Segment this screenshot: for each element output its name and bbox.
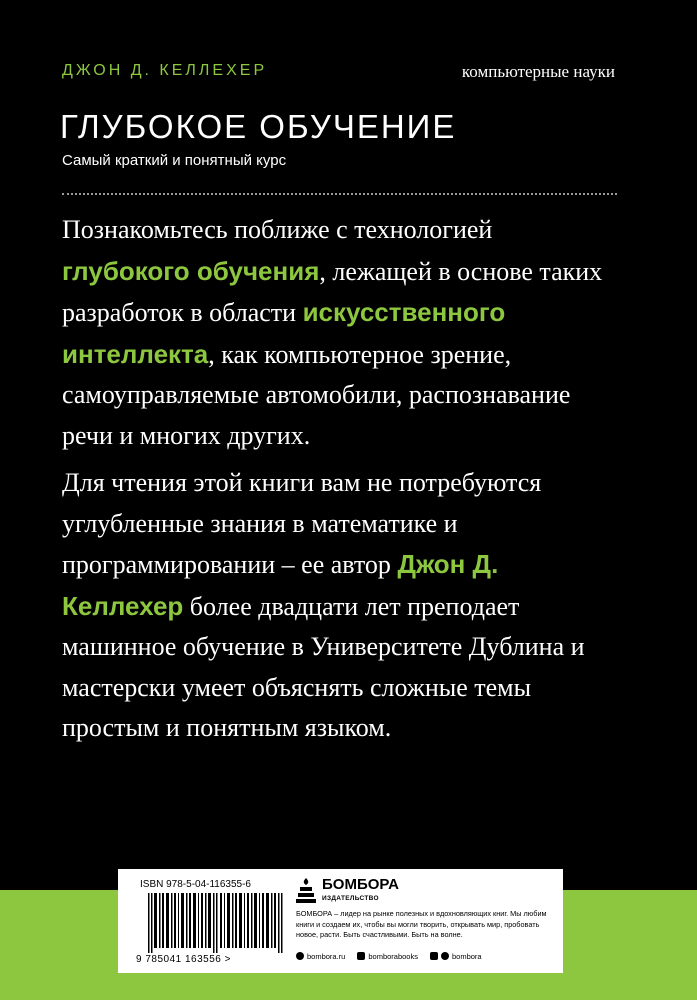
youtube-icon: [430, 952, 438, 960]
social-vk[interactable]: bomborabooks: [357, 952, 418, 961]
barcode-label: [118, 869, 563, 973]
social-website[interactable]: bombora.ru: [296, 952, 345, 961]
highlight-author: Джон Д. Келлехер: [62, 549, 499, 621]
social-links: [296, 949, 558, 963]
bombora-logo-icon: [296, 877, 316, 903]
highlight-ai: искусственного интеллекта: [62, 297, 506, 369]
book-subtitle: Самый краткий и понятный курс: [62, 152, 287, 169]
publisher-name: БОМБОРА: [322, 876, 399, 893]
globe-icon: [296, 952, 304, 960]
publisher-description: БОМБОРА – лидер на рынке полезных и вдохновляющих книг. Мы любим книги и создаем их, чтобы вы могли творить, открывать мир, пробовать новое, расти. Быть счастливыми. Быть на волне.: [296, 909, 547, 939]
telegram-icon: [441, 952, 449, 960]
barcode-digits: 9 785041 163556 >: [136, 954, 231, 965]
highlight-deep-learning: глубокого обучения: [62, 255, 320, 286]
category-label: компьютерные науки: [461, 62, 615, 81]
book-title: ГЛУБОКОЕ ОБУЧЕНИЕ: [60, 108, 457, 145]
isbn-text: ISBN 978-5-04-116355-6: [140, 879, 251, 890]
description-paragraph-2: Для чтения этой книги вам не потребуются углубленные знания в математике и программировании – ее автор Джон Д. Келлехер более двадцати лет преподает машинное обучение в Университете Дублина и мастерски умеет объяснять сложные темы простым и понятным языком.: [62, 468, 585, 742]
dotted-divider: [62, 193, 617, 195]
social-youtube-telegram[interactable]: bombora: [430, 952, 482, 961]
author-name: ДЖОН Д. КЕЛЛЕХЕР: [62, 62, 268, 79]
description-paragraph-1: Познакомьтесь поближе с технологией глубокого обучения, лежащей в основе таких разработок в области искусственного интеллекта, как компьютерное зрение, самоуправляемые автомобили, распознавание речи и многих других.: [62, 215, 603, 450]
barcode-icon: [148, 893, 284, 953]
publisher-subtitle: ИЗДАТЕЛЬСТВО: [322, 895, 379, 902]
vk-icon: [357, 952, 365, 960]
